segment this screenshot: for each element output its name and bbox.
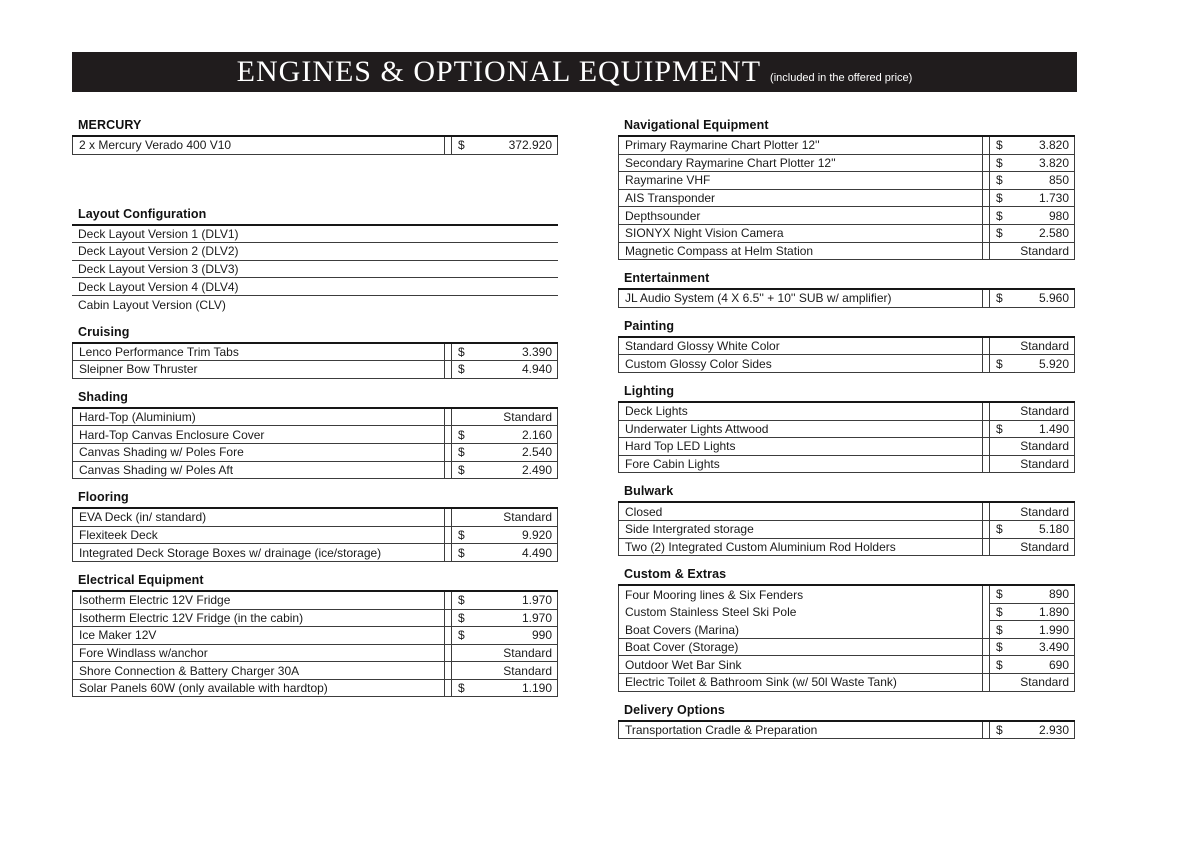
price-value: 5.920 — [1038, 356, 1069, 371]
table-row — [618, 421, 1075, 439]
price-cell — [989, 656, 1075, 673]
item-label: SIONYX Night Vision Camera — [618, 225, 983, 242]
currency-symbol: $ — [996, 587, 1003, 602]
table-row — [72, 426, 558, 444]
price-cell — [989, 338, 1075, 355]
section-title: MERCURY — [78, 118, 142, 132]
price-value: 1.970 — [521, 593, 552, 608]
price-value: 1.730 — [1038, 191, 1069, 206]
item-label: Sleipner Bow Thruster — [72, 361, 445, 378]
price-value: 3.820 — [1038, 138, 1069, 153]
table-row — [72, 610, 558, 628]
table-row — [618, 621, 1075, 639]
currency-symbol: $ — [458, 628, 465, 643]
price-value: 850 — [1048, 173, 1069, 188]
price-cell — [451, 527, 558, 544]
item-label: Secondary Raymarine Chart Plotter 12'' — [618, 155, 983, 172]
item-label: Custom Stainless Steel Ski Pole — [618, 604, 983, 622]
equipment-section — [618, 703, 1075, 740]
section-table — [618, 501, 1075, 556]
table-row — [72, 662, 558, 680]
price-value: 9.920 — [521, 528, 552, 543]
currency-symbol: $ — [458, 528, 465, 543]
price-value: Standard — [503, 663, 552, 678]
section-table — [72, 407, 558, 479]
table-row — [618, 290, 1075, 308]
currency-symbol: $ — [996, 522, 1003, 537]
table-row — [618, 521, 1075, 539]
price-cell — [989, 355, 1075, 372]
currency-symbol: $ — [996, 155, 1003, 170]
currency-symbol: $ — [996, 657, 1003, 672]
price-cell — [989, 137, 1075, 154]
equipment-section — [618, 384, 1075, 473]
price-cell — [989, 621, 1075, 638]
item-label: Solar Panels 60W (only available with hardtop) — [72, 680, 445, 697]
section-table — [618, 135, 1075, 260]
table-row — [72, 296, 558, 314]
price-value: 5.180 — [1038, 522, 1069, 537]
table-row — [618, 403, 1075, 421]
price-value: Standard — [1020, 457, 1069, 472]
price-cell — [989, 190, 1075, 207]
table-row — [618, 355, 1075, 373]
price-cell — [451, 645, 558, 662]
table-row — [618, 137, 1075, 155]
equipment-section — [618, 319, 1075, 373]
price-value: 2.160 — [521, 427, 552, 442]
price-value: 1.990 — [1038, 622, 1069, 637]
item-label: Two (2) Integrated Custom Aluminium Rod Holders — [618, 539, 983, 556]
item-label: Isotherm Electric 12V Fridge (in the cabin) — [72, 610, 445, 627]
currency-symbol: $ — [458, 445, 465, 460]
price-cell — [989, 290, 1075, 307]
price-cell — [989, 421, 1075, 438]
item-label: Cabin Layout Version (CLV) — [78, 297, 226, 312]
price-cell — [989, 438, 1075, 455]
price-value: 372.920 — [508, 138, 552, 153]
currency-symbol: $ — [458, 362, 465, 377]
item-label: Standard Glossy White Color — [618, 338, 983, 355]
price-cell — [989, 639, 1075, 656]
table-row — [72, 462, 558, 480]
equipment-section — [618, 118, 1075, 260]
price-value: Standard — [503, 410, 552, 425]
section-title: Entertainment — [624, 271, 710, 286]
price-value: Standard — [503, 510, 552, 525]
item-label: EVA Deck (in/ standard) — [72, 509, 445, 526]
table-row — [618, 438, 1075, 456]
price-value: 2.490 — [521, 462, 552, 477]
table-row — [72, 444, 558, 462]
table-row — [72, 409, 558, 427]
equipment-section — [72, 390, 558, 479]
price-value: 3.820 — [1038, 155, 1069, 170]
table-row — [72, 278, 558, 296]
table-row — [618, 225, 1075, 243]
price-cell — [451, 409, 558, 426]
currency-symbol: $ — [996, 421, 1003, 436]
currency-symbol: $ — [458, 681, 465, 696]
price-value: Standard — [1020, 504, 1069, 519]
item-label: Raymarine VHF — [618, 172, 983, 189]
table-row — [618, 539, 1075, 557]
table-row — [618, 722, 1075, 740]
section-table — [72, 224, 558, 314]
price-cell — [989, 243, 1075, 260]
table-row — [72, 243, 558, 261]
currency-symbol: $ — [996, 191, 1003, 206]
price-cell — [989, 604, 1075, 622]
section-title: Lighting — [624, 383, 675, 398]
table-row — [72, 261, 558, 279]
table-row — [618, 656, 1075, 674]
item-label: Fore Cabin Lights — [618, 456, 983, 473]
item-label: 2 x Mercury Verado 400 V10 — [72, 137, 445, 154]
price-value: Standard — [1020, 339, 1069, 354]
currency-symbol: $ — [996, 604, 1003, 619]
equipment-section — [618, 567, 1075, 692]
currency-symbol: $ — [996, 226, 1003, 241]
table-row — [618, 172, 1075, 190]
table-row — [72, 680, 558, 698]
price-value: Standard — [1020, 675, 1069, 690]
item-label: Primary Raymarine Chart Plotter 12'' — [618, 137, 983, 154]
table-row — [72, 627, 558, 645]
section-table — [72, 590, 558, 698]
price-value: 3.390 — [521, 344, 552, 359]
item-label: JL Audio System (4 X 6.5'' + 10'' SUB w/ amplifier) — [618, 290, 983, 307]
item-label: Custom Glossy Color Sides — [618, 355, 983, 372]
section-table — [618, 584, 1075, 692]
equipment-section — [72, 573, 558, 698]
currency-symbol: $ — [996, 722, 1003, 737]
price-cell — [451, 361, 558, 378]
price-value: Standard — [1020, 404, 1069, 419]
price-cell — [989, 155, 1075, 172]
section-title: Navigational Equipment — [624, 118, 769, 132]
currency-symbol: $ — [996, 622, 1003, 637]
table-row — [618, 456, 1075, 474]
table-row — [618, 604, 1075, 622]
currency-symbol: $ — [458, 138, 465, 153]
price-cell — [451, 592, 558, 609]
item-label: Boat Covers (Marina) — [618, 621, 983, 638]
price-value: 890 — [1048, 587, 1069, 602]
table-row — [618, 503, 1075, 521]
right-column — [618, 118, 1075, 750]
page-banner — [72, 52, 1077, 92]
currency-symbol: $ — [996, 138, 1003, 153]
section-title: Flooring — [78, 490, 129, 505]
table-row — [72, 592, 558, 610]
price-cell — [989, 456, 1075, 473]
price-cell — [451, 344, 558, 361]
price-cell — [989, 503, 1075, 520]
item-label: Hard Top LED Lights — [618, 438, 983, 455]
price-cell — [451, 544, 558, 561]
price-cell — [989, 172, 1075, 189]
item-label: Transportation Cradle & Preparation — [618, 722, 983, 739]
equipment-section — [72, 490, 558, 562]
currency-symbol: $ — [458, 344, 465, 359]
section-table — [72, 507, 558, 562]
item-label: Canvas Shading w/ Poles Fore — [72, 444, 445, 461]
price-value: 4.490 — [521, 545, 552, 560]
item-label: Deck Layout Version 2 (DLV2) — [78, 244, 239, 259]
currency-symbol: $ — [996, 173, 1003, 188]
section-title: Electrical Equipment — [78, 572, 204, 587]
item-label: AIS Transponder — [618, 190, 983, 207]
price-value: 2.540 — [521, 445, 552, 460]
item-label: Four Mooring lines & Six Fenders — [618, 586, 983, 604]
price-value: 1.190 — [521, 681, 552, 696]
table-row — [618, 586, 1075, 604]
section-title: Delivery Options — [624, 702, 725, 717]
table-row — [618, 674, 1075, 692]
table-row — [72, 645, 558, 663]
item-label: Shore Connection & Battery Charger 30A — [72, 662, 445, 679]
section-table — [72, 135, 558, 155]
currency-symbol: $ — [458, 593, 465, 608]
table-row — [618, 190, 1075, 208]
equipment-section — [618, 484, 1075, 556]
price-cell — [451, 137, 558, 154]
table-row — [618, 243, 1075, 261]
section-title: Bulwark — [624, 484, 674, 499]
table-row — [72, 344, 558, 362]
item-label: Lenco Performance Trim Tabs — [72, 344, 445, 361]
currency-symbol: $ — [996, 208, 1003, 223]
price-value: 990 — [531, 628, 552, 643]
price-cell — [989, 539, 1075, 556]
currency-symbol: $ — [458, 462, 465, 477]
price-value: 1.970 — [521, 610, 552, 625]
table-row — [618, 155, 1075, 173]
table-row — [72, 361, 558, 379]
equipment-section — [72, 325, 558, 379]
item-label: Boat Cover (Storage) — [618, 639, 983, 656]
item-label: Deck Layout Version 1 (DLV1) — [78, 226, 239, 241]
section-table — [618, 336, 1075, 373]
currency-symbol: $ — [996, 356, 1003, 371]
currency-symbol: $ — [996, 640, 1003, 655]
item-label: Hard-Top Canvas Enclosure Cover — [72, 426, 445, 443]
item-label: Electric Toilet & Bathroom Sink (w/ 50l Waste Tank) — [618, 674, 983, 691]
section-table — [618, 720, 1075, 740]
price-cell — [451, 509, 558, 526]
table-row — [72, 137, 558, 155]
price-cell — [451, 610, 558, 627]
price-value: 2.930 — [1038, 722, 1069, 737]
price-cell — [451, 444, 558, 461]
table-row — [618, 639, 1075, 657]
section-title: Cruising — [78, 324, 130, 339]
price-value: 4.940 — [521, 362, 552, 377]
item-label: Deck Layout Version 4 (DLV4) — [78, 279, 239, 294]
price-cell — [989, 521, 1075, 538]
item-label: Deck Lights — [618, 403, 983, 420]
table-row — [72, 527, 558, 545]
currency-symbol: $ — [458, 427, 465, 442]
page-title: ENGINES & OPTIONAL EQUIPMENT — [236, 55, 762, 88]
table-row — [618, 338, 1075, 356]
equipment-section — [72, 118, 558, 155]
item-label: Isotherm Electric 12V Fridge — [72, 592, 445, 609]
page-subtitle: (included in the offered price) — [770, 72, 913, 84]
item-label: Hard-Top (Aluminium) — [72, 409, 445, 426]
left-column — [72, 118, 558, 708]
equipment-section — [72, 207, 558, 314]
item-label: Closed — [618, 503, 983, 520]
price-cell — [989, 225, 1075, 242]
section-title: Custom & Extras — [624, 567, 727, 582]
equipment-section — [618, 271, 1075, 308]
item-label: Outdoor Wet Bar Sink — [618, 656, 983, 673]
price-value: Standard — [1020, 439, 1069, 454]
price-value: Standard — [503, 645, 552, 660]
table-row — [72, 544, 558, 562]
currency-symbol: $ — [458, 610, 465, 625]
item-label: Flexiteek Deck — [72, 527, 445, 544]
item-label: Deck Layout Version 3 (DLV3) — [78, 262, 239, 277]
item-label: Ice Maker 12V — [72, 627, 445, 644]
price-cell — [451, 426, 558, 443]
price-cell — [989, 674, 1075, 691]
price-cell — [989, 403, 1075, 420]
price-cell — [451, 462, 558, 479]
price-cell — [989, 586, 1075, 604]
section-table — [618, 401, 1075, 473]
price-value: 980 — [1048, 208, 1069, 223]
item-label: Side Intergrated storage — [618, 521, 983, 538]
table-row — [618, 207, 1075, 225]
item-label: Fore Windlass w/anchor — [72, 645, 445, 662]
section-table — [72, 342, 558, 379]
currency-symbol: $ — [458, 545, 465, 560]
table-row — [72, 509, 558, 527]
price-value: 3.490 — [1038, 640, 1069, 655]
section-title: Layout Configuration — [78, 206, 207, 221]
price-value: 1.890 — [1038, 604, 1069, 619]
section-title: Painting — [624, 318, 675, 333]
price-cell — [451, 680, 558, 697]
table-row — [72, 226, 558, 244]
item-label: Underwater Lights Attwood — [618, 421, 983, 438]
price-value: 1.490 — [1038, 421, 1069, 436]
item-label: Depthsounder — [618, 207, 983, 224]
price-cell — [451, 627, 558, 644]
item-label: Magnetic Compass at Helm Station — [618, 243, 983, 260]
price-value: 5.960 — [1038, 291, 1069, 306]
price-cell — [989, 207, 1075, 224]
section-table — [618, 288, 1075, 308]
price-value: 2.580 — [1038, 226, 1069, 241]
price-cell — [989, 722, 1075, 739]
section-title: Shading — [78, 389, 129, 404]
price-cell — [451, 662, 558, 679]
price-value: Standard — [1020, 539, 1069, 554]
price-value: Standard — [1020, 243, 1069, 258]
price-value: 690 — [1048, 657, 1069, 672]
currency-symbol: $ — [996, 291, 1003, 306]
item-label: Canvas Shading w/ Poles Aft — [72, 462, 445, 479]
item-label: Integrated Deck Storage Boxes w/ drainage (ice/storage) — [72, 544, 445, 561]
